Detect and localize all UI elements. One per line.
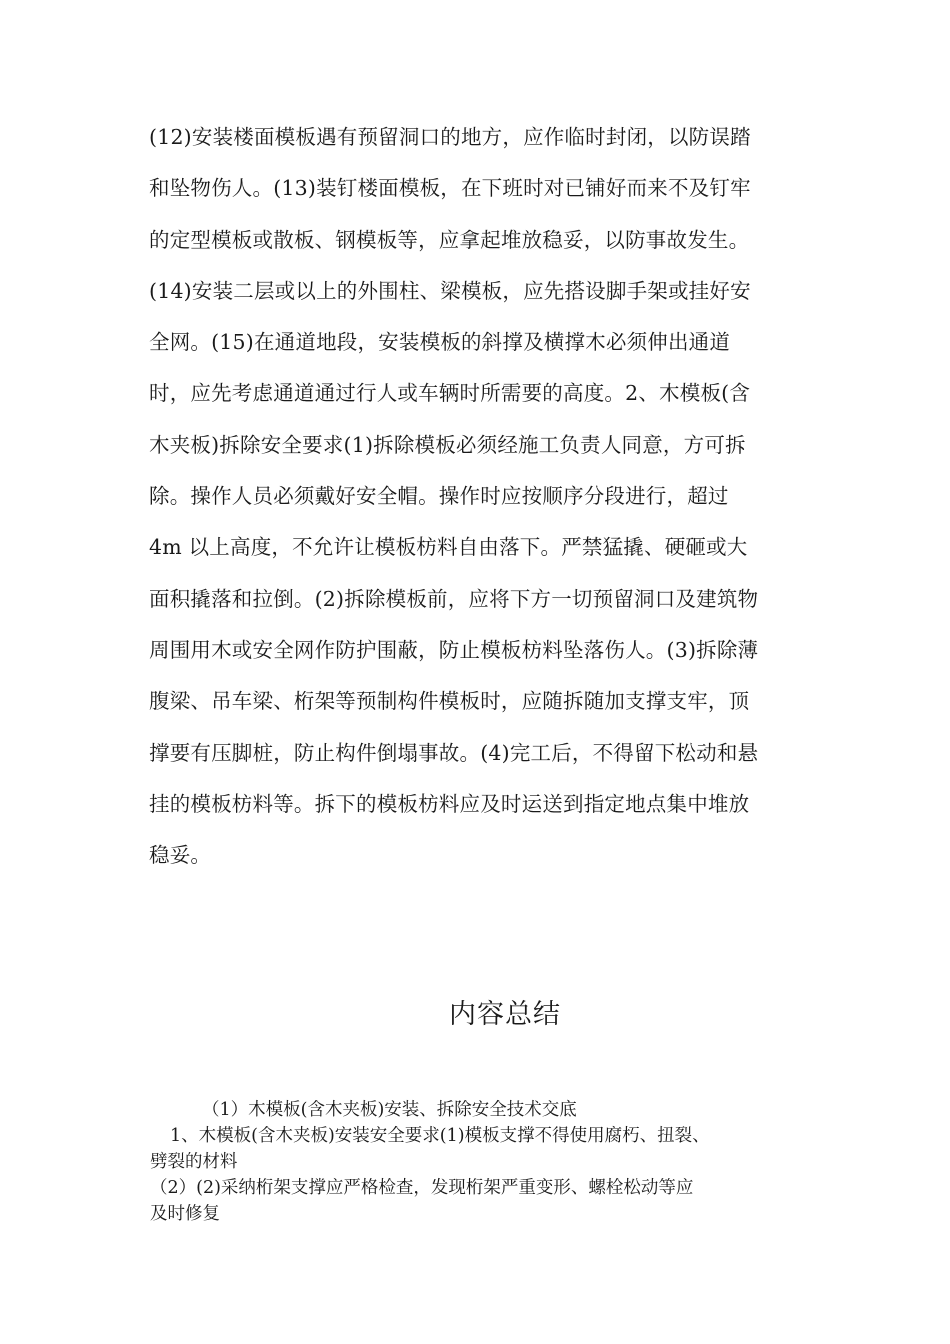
body-line: 4m 以上高度，不允许让模板枋料自由落下。严禁猛撬、硬砸或大 (149, 535, 748, 560)
body-line: 稳妥。 (149, 843, 212, 868)
body-text (149, 118, 809, 887)
summary-line: 劈裂的材料 (150, 1152, 238, 1172)
body-line: 撑要有压脚桩，防止构件倒塌事故。(4)完工后，不得留下松动和悬 (149, 740, 759, 765)
body-line: 和坠物伤人。(13)装钉楼面模板，在下班时对已铺好而来不及钉牢 (149, 176, 751, 201)
summary-line: 1、木模板(含木夹板)安装安全要求(1)模板支撑不得使用腐朽、扭裂、 (170, 1126, 710, 1146)
summary-heading: 内容总结 (449, 999, 561, 1030)
summary-line: （1）木模板(含木夹板)安装、拆除安全技术交底 (202, 1100, 577, 1120)
body-line: 周围用木或安全网作防护围蔽，防止模板枋料坠落伤人。(3)拆除薄 (149, 637, 759, 662)
body-line: 除。操作人员必须戴好安全帽。操作时应按顺序分段进行，超过 (149, 484, 729, 509)
body-line: 木夹板)拆除安全要求(1)拆除模板必须经施工负责人同意，方可拆 (149, 432, 746, 457)
summary-line: 及时修复 (150, 1204, 220, 1224)
body-line: 腹梁、吊车梁、桁架等预制构件模板时，应随拆随加支撑支牢，顶 (149, 689, 750, 714)
body-line: 面积撬落和拉倒。(2)拆除模板前，应将下方一切预留洞口及建筑物 (149, 586, 759, 611)
summary-section (150, 1097, 810, 1227)
summary-line: （2）(2)采纳桁架支撑应严格检查，发现桁架严重变形、螺栓松动等应 (150, 1178, 694, 1198)
body-line: (14)安装二层或以上的外围柱、梁模板，应先搭设脚手架或挂好安 (149, 278, 751, 303)
body-line: 时，应先考虑通道通过行人或车辆时所需要的高度。2、木模板(含 (149, 381, 751, 406)
body-line: 全网。(15)在通道地段，安装模板的斜撑及横撑木必须伸出通道 (149, 330, 731, 355)
body-line: 的定型模板或散板、钢模板等，应拿起堆放稳妥，以防事故发生。 (149, 227, 750, 252)
body-line: 挂的模板枋料等。拆下的模板枋料应及时运送到指定地点集中堆放 (149, 791, 750, 816)
body-line: (12)安装楼面模板遇有预留洞口的地方，应作临时封闭，以防误踏 (149, 125, 751, 149)
